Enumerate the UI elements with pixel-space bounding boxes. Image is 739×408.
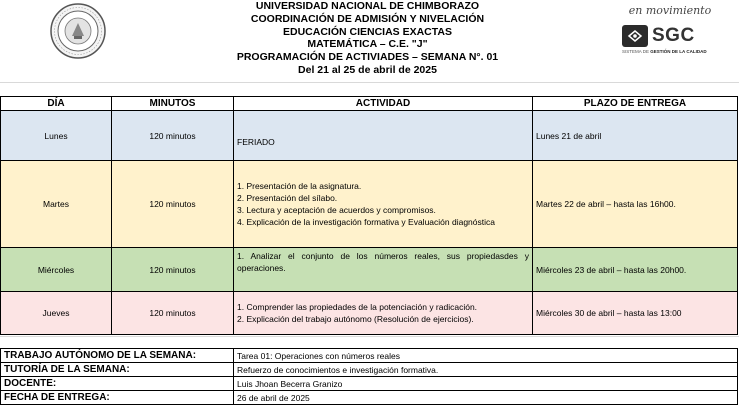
day-cell: Lunes <box>1 111 112 161</box>
summary-row <box>1 349 738 363</box>
summary-row <box>1 363 738 377</box>
header-subject: MATEMÁTICA – C.E. "J" <box>307 38 428 51</box>
document-header <box>200 0 535 77</box>
brand-subtitle: SISTEMA DE GESTIÓN DE LA CALIDAD <box>622 49 707 54</box>
minutes-cell: 120 minutos <box>112 292 234 335</box>
activity-line: 2. Explicación del trabajo autónomo (Resolución de ejercicios). <box>237 314 474 324</box>
schedule-header-row <box>1 97 738 111</box>
minutes-cell: 120 minutos <box>112 161 234 248</box>
brand-tagline: en movimiento <box>628 4 712 17</box>
summary-label-tutoring: TUTORÍA DE LA SEMANA: <box>1 363 234 377</box>
activity-line: 1. Comprender las propiedades de la potenciación y radicación. <box>237 302 478 312</box>
summary-label-autonomous-work: TRABAJO AUTÓNOMO DE LA SEMANA: <box>1 349 234 363</box>
summary-value-delivery-date: 26 de abril de 2025 <box>234 391 738 405</box>
column-header-minutes: MINUTOS <box>112 97 234 111</box>
header-schedule-title: PROGRAMACIÓN DE ACTIVIADES – SEMANA N°. 01 <box>236 51 499 64</box>
summary-value-teacher: Luis Jhoan Becerra Granizo <box>234 377 738 391</box>
activity-line: 2. Presentación del sílabo. <box>237 193 338 203</box>
summary-row <box>1 377 738 391</box>
activity-cell <box>234 248 533 292</box>
brand-name: SGC <box>652 25 695 46</box>
table-row <box>1 248 738 292</box>
summary-label-delivery-date: FECHA DE ENTREGA: <box>1 391 234 405</box>
header-university: UNIVERSIDAD NACIONAL DE CHIMBORAZO <box>255 0 480 12</box>
column-header-day: DÍA <box>1 97 112 111</box>
minutes-cell: 120 minutos <box>112 111 234 161</box>
summary-value-tutoring: Refuerzo de conocimientos e investigación formativa. <box>234 363 738 377</box>
activity-line: 1. Analizar el conjunto de los números reales, sus propiedasdes y operaciones. <box>237 251 529 273</box>
summary-table <box>0 348 738 405</box>
day-cell: Jueves <box>1 292 112 335</box>
column-header-deadline: PLAZO DE ENTREGA <box>533 97 738 111</box>
sgc-emblem-icon <box>622 25 648 47</box>
day-cell: Miércoles <box>1 248 112 292</box>
university-seal-logo <box>50 3 106 59</box>
activity-cell <box>234 111 533 161</box>
deadline-cell: Miércoles 30 de abril – hasta las 13:00 <box>533 292 738 335</box>
activity-line: 1. Presentación de la asignatura. <box>237 181 362 191</box>
table-row <box>1 292 738 335</box>
activity-line: 4. Explicación de la investigación formativa y Evaluación diagnóstica <box>237 217 495 227</box>
activity-cell <box>234 161 533 248</box>
header-date-range: Del 21 al 25 de abril de 2025 <box>298 63 437 76</box>
deadline-cell: Martes 22 de abril – hasta las 16h00. <box>533 161 738 248</box>
sheet-gridline <box>0 336 739 337</box>
header-coordination: COORDINACIÓN DE ADMISIÓN Y NIVELACIÓN <box>250 12 485 25</box>
summary-row <box>1 391 738 405</box>
summary-value-autonomous-work: Tarea 01: Operaciones con números reales <box>234 349 738 363</box>
table-row <box>1 161 738 248</box>
table-row <box>1 111 738 161</box>
day-cell: Martes <box>1 161 112 248</box>
activity-line: 3. Lectura y aceptación de acuerdos y compromisos. <box>237 205 436 215</box>
deadline-cell: Lunes 21 de abril <box>533 111 738 161</box>
header-program: EDUCACIÓN CIENCIAS EXACTAS <box>283 25 452 38</box>
minutes-cell: 120 minutos <box>112 248 234 292</box>
activity-line: FERIADO <box>237 136 275 147</box>
column-header-activity: ACTIVIDAD <box>234 97 533 111</box>
sgc-brand-logo <box>622 4 718 54</box>
summary-label-teacher: DOCENTE: <box>1 377 234 391</box>
activity-cell <box>234 292 533 335</box>
deadline-cell: Miércoles 23 de abril – hasta las 20h00. <box>533 248 738 292</box>
sheet-gridline <box>0 82 739 83</box>
schedule-table <box>0 96 738 335</box>
